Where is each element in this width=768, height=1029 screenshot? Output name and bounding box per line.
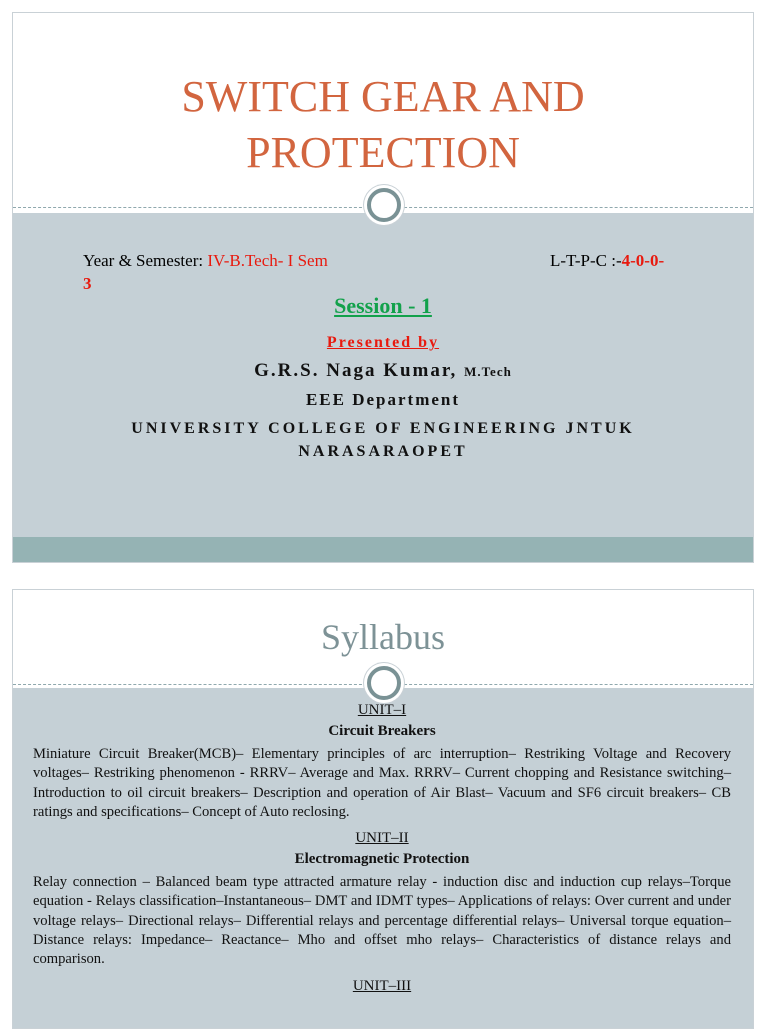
title-area bbox=[13, 13, 753, 211]
unit-text: Miniature Circuit Breaker(MCB)– Elementary principles of arc interruption– Restriking Voltage and Recovery voltages– Restriking phenomenon - RRRV– Average and Max. RRRV– Current chopping and Resistance switching– Introduction to oil circuit breakers– Description and operation of Air Blast– Vacuum and SF6 circuit breakers– CB ratings and specifications– Concept of Auto reclosing. bbox=[33, 746, 731, 820]
unit-heading: UNIT–II bbox=[355, 830, 409, 847]
session-label: Session - 1 bbox=[334, 293, 432, 318]
syllabus-content bbox=[33, 700, 731, 997]
title-line-1: SWITCH GEAR AND bbox=[181, 72, 585, 121]
ltpc-value: 4-0-0- bbox=[621, 251, 665, 270]
title-slide bbox=[12, 12, 754, 563]
unit-name: Electromagnetic Protection bbox=[294, 851, 470, 868]
presenter-name: G.R.S. Naga Kumar, M.Tech bbox=[254, 360, 512, 381]
ltpc: L-T-P-C :-4-0-0- bbox=[550, 251, 665, 270]
syllabus-title: Syllabus bbox=[320, 617, 445, 657]
unit-name: Circuit Breakers bbox=[328, 723, 436, 739]
year-semester: Year & Semester: IV-B.Tech- I Sem bbox=[83, 251, 328, 270]
unit-text: Relay connection – Balanced beam type attracted armature relay - induction disc and induction cup relays–Torque equation - Relays classification–Instantaneous– DMT and IDMT types– Applications of relays: Over current and under voltage relays– Directional relays– Differential relays and percentage differential relays– Universal torque equation– Distance relays: Impedance– Reactance– Mho and offset mho relays– Characteristics of distance relays and comparison. bbox=[33, 874, 731, 968]
unit-heading: UNIT–I bbox=[357, 702, 407, 718]
title-line-2: PROTECTION bbox=[246, 128, 520, 177]
circle-ornament bbox=[367, 666, 401, 700]
ltpc-value-wrap: 3 bbox=[83, 274, 92, 293]
presenter-degree: M.Tech bbox=[464, 364, 512, 379]
unit-heading: UNIT–III bbox=[352, 977, 412, 994]
department: EEE Department bbox=[305, 390, 461, 409]
footer-band bbox=[13, 537, 753, 563]
presentation-title bbox=[13, 69, 753, 181]
college-name: UNIVERSITY COLLEGE OF ENGINEERING JNTUK NARASARAOPET bbox=[131, 420, 635, 460]
syllabus-slide bbox=[12, 589, 754, 1029]
presented-by: Presented by bbox=[326, 334, 440, 351]
circle-ornament bbox=[367, 188, 401, 222]
year-semester-value: IV-B.Tech- I Sem bbox=[207, 251, 328, 270]
